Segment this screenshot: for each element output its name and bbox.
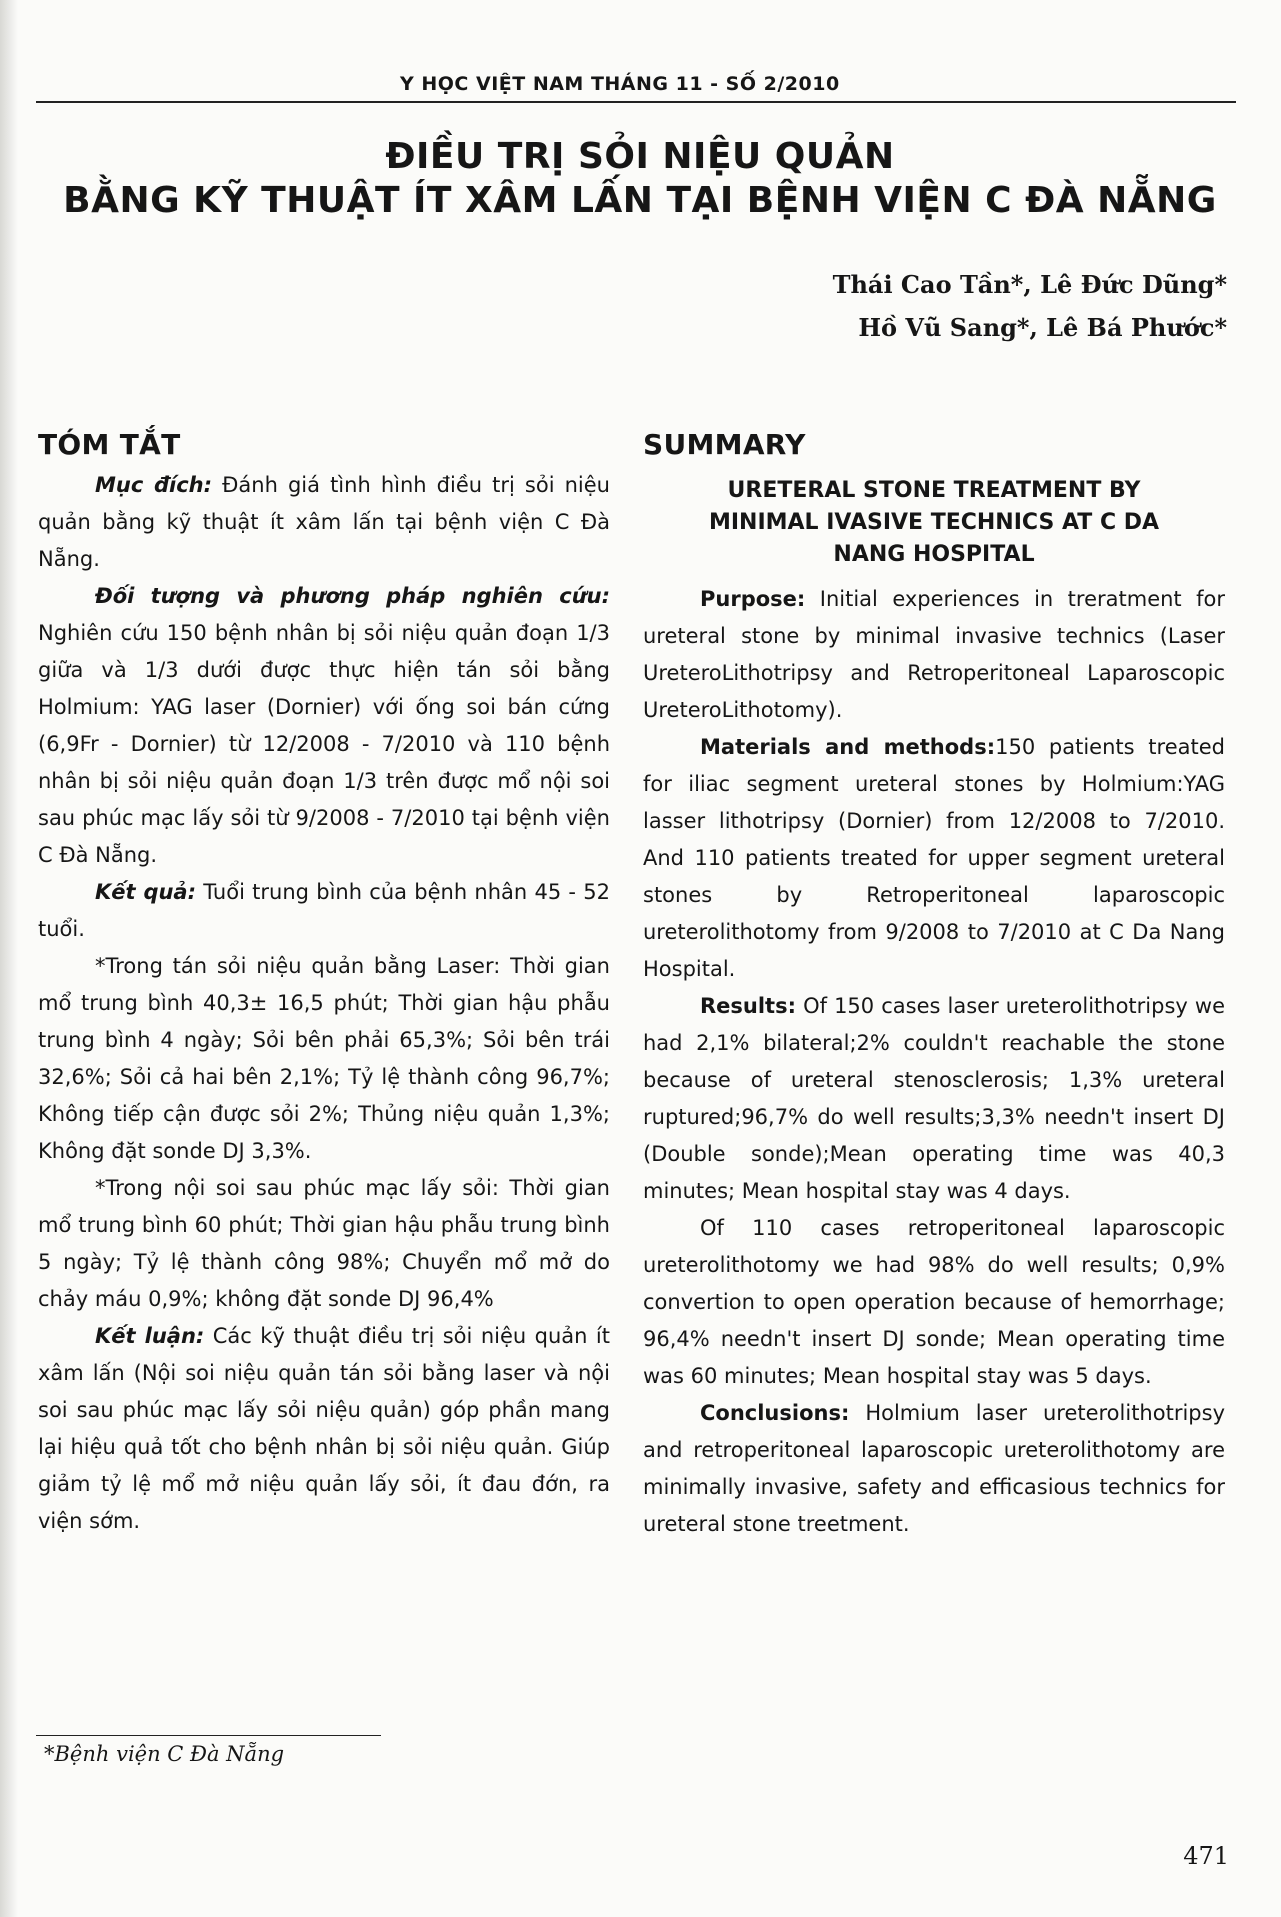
ket-qua-text: Tuổi trung bình của bệnh nhân 45 - 52 tuổi. bbox=[38, 880, 610, 941]
results-label: Results: bbox=[700, 994, 796, 1018]
laser-results-paragraph-vi: *Trong tán sỏi niệu quản bằng Laser: Thời gian mổ trung bình 40,3± 16,5 phút; Thời gian hậu phẫu trung bình 4 ngày; Sỏi bên phải 65,3%; Sỏi bên trái 32,6%; Sỏi cả hai bên 2,1%; Tỷ lệ thành công 96,7%; Không tiếp cận được sỏi 2%; Thủng niệu quản 1,3%; Không đặt sonde DJ 3,3%. bbox=[38, 954, 610, 1163]
english-title-line-3: NANG HOSPITAL bbox=[833, 542, 1035, 567]
methods-text: 150 patients treated for iliac segment ureteral stones by Holmium:YAG lasser lithotripsy (Dornier) from 12/2008 to 7/2010. And 110 patients treated for upper segment ureteral stones by Retroperitoneal laparoscopic ureterolithotomy from 9/2008 to 7/2010 at C Da Nang Hospital. bbox=[643, 735, 1225, 981]
affiliation-footnote: *Bệnh viện C Đà Nẵng bbox=[44, 1742, 285, 1766]
header-rule bbox=[36, 101, 1236, 103]
purpose-label: Purpose: bbox=[700, 587, 806, 611]
conclusions-paragraph-en bbox=[643, 1395, 1225, 1543]
journal-running-header: Y HỌC VIỆT NAM THÁNG 11 - SỐ 2/2010 bbox=[400, 73, 840, 95]
footnote-rule bbox=[36, 1735, 381, 1736]
results-paragraph-vi bbox=[38, 874, 610, 948]
methods-paragraph-en bbox=[643, 729, 1225, 988]
methods-label: Materials and methods: bbox=[700, 735, 996, 759]
english-title-line-1: URETERAL STONE TREATMENT BY bbox=[727, 478, 1141, 503]
ket-qua-label: Kết quả: bbox=[95, 880, 197, 904]
results-text: Of 150 cases laser ureterolithotripsy we had 2,1% bilateral;2% couldn't reachable the stone because of ureteral stenosclerosis; 1,3% ureteral ruptured;96,7% do well results;3,3% needn't insert DJ (Double sonde);Mean operating time was 40,3 minutes; Mean hospital stay was 4 days. bbox=[643, 994, 1225, 1203]
conclusions-label: Conclusions: bbox=[700, 1401, 850, 1425]
purpose-paragraph-en bbox=[643, 581, 1225, 729]
page-edge-shadow bbox=[0, 0, 18, 1917]
purpose-text: Initial experiences in treratment for ureteral stone by minimal invasive technics (Laser UreteroLithotripsy and Retroperitoneal Laparoscopic UreteroLithotomy). bbox=[643, 587, 1225, 722]
results-paragraph-2-en: Of 110 cases retroperitoneal laparoscopic ureterolithotomy we had 98% do well results; 0,9% convertion to open operation because of hemorrhage; 96,4% needn't insert DJ sonde; Mean operating time was 60 minutes; Mean hospital stay was 5 days. bbox=[643, 1216, 1225, 1388]
doi-tuong-text: Nghiên cứu 150 bệnh nhân bị sỏi niệu quản đoạn 1/3 giữa và 1/3 dưới được thực hiện tán sỏi bằng Holmium: YAG laser (Dornier) với ống soi bán cứng (6,9Fr - Dornier) từ 12/2008 - 7/2010 và 110 bệnh nhân bị sỏi niệu quản đoạn 1/3 trên được mổ nội soi sau phúc mạc lấy sỏi từ 9/2008 - 7/2010 tại bệnh viện C Đà Nẵng. bbox=[38, 621, 610, 867]
english-title-line-2: MINIMAL IVASIVE TECHNICS AT C DA bbox=[708, 510, 1160, 535]
muc-dich-text: Đánh giá tình hình điều trị sỏi niệu quản bằng kỹ thuật ít xâm lấn tại bệnh viện C Đà Nẵng. bbox=[38, 473, 610, 571]
conclusions-text: Holmium laser ureterolithotripsy and retroperitoneal laparoscopic ureterolithotomy are minimally invasive, safety and efficasious technics for ureteral stone treetment. bbox=[643, 1401, 1225, 1536]
conclusion-paragraph-vi bbox=[38, 1318, 610, 1540]
tom-tat-heading: TÓM TẮT bbox=[38, 428, 181, 461]
muc-dich-label: Mục đích: bbox=[95, 473, 213, 497]
authors-line-2: Hồ Vũ Sang*, Lê Bá Phước* bbox=[858, 313, 1227, 342]
summary-heading: SUMMARY bbox=[643, 428, 806, 461]
english-summary-column bbox=[643, 428, 1225, 1543]
methods-paragraph-vi bbox=[38, 578, 610, 874]
page-number: 471 bbox=[1183, 1842, 1229, 1870]
laparoscopy-results-paragraph-vi: *Trong nội soi sau phúc mạc lấy sỏi: Thời gian mổ trung bình 60 phút; Thời gian hậu phẫu trung bình 5 ngày; Tỷ lệ thành công 98%; Chuyển mổ mở do chảy máu 0,9%; không đặt sonde DJ 96,4% bbox=[38, 1176, 610, 1311]
purpose-paragraph-vi bbox=[38, 467, 610, 578]
results-paragraph-en bbox=[643, 988, 1225, 1210]
doi-tuong-label: Đối tượng và phương pháp nghiên cứu: bbox=[95, 584, 610, 608]
article-title-line-2: BẰNG KỸ THUẬT ÍT XÂM LẤN TẠI BỆNH VIỆN C ĐÀ NẴNG bbox=[63, 180, 1217, 221]
authors-line-1: Thái Cao Tần*, Lê Đức Dũng* bbox=[832, 270, 1227, 299]
vietnamese-abstract-column bbox=[38, 428, 610, 1540]
english-title bbox=[663, 475, 1205, 571]
ket-luan-label: Kết luận: bbox=[95, 1324, 205, 1348]
ket-luan-text: Các kỹ thuật điều trị sỏi niệu quản ít xâm lấn (Nội soi niệu quản tán sỏi bằng laser và nội soi sau phúc mạc lấy sỏi niệu quản) góp phần mang lại hiệu quả tốt cho bệnh nhân bị sỏi niệu quản. Giúp giảm tỷ lệ mổ mở niệu quản lấy sỏi, ít đau đớn, ra viện sớm. bbox=[38, 1324, 610, 1533]
article-title-line-1: ĐIỀU TRỊ SỎI NIỆU QUẢN bbox=[385, 136, 895, 177]
